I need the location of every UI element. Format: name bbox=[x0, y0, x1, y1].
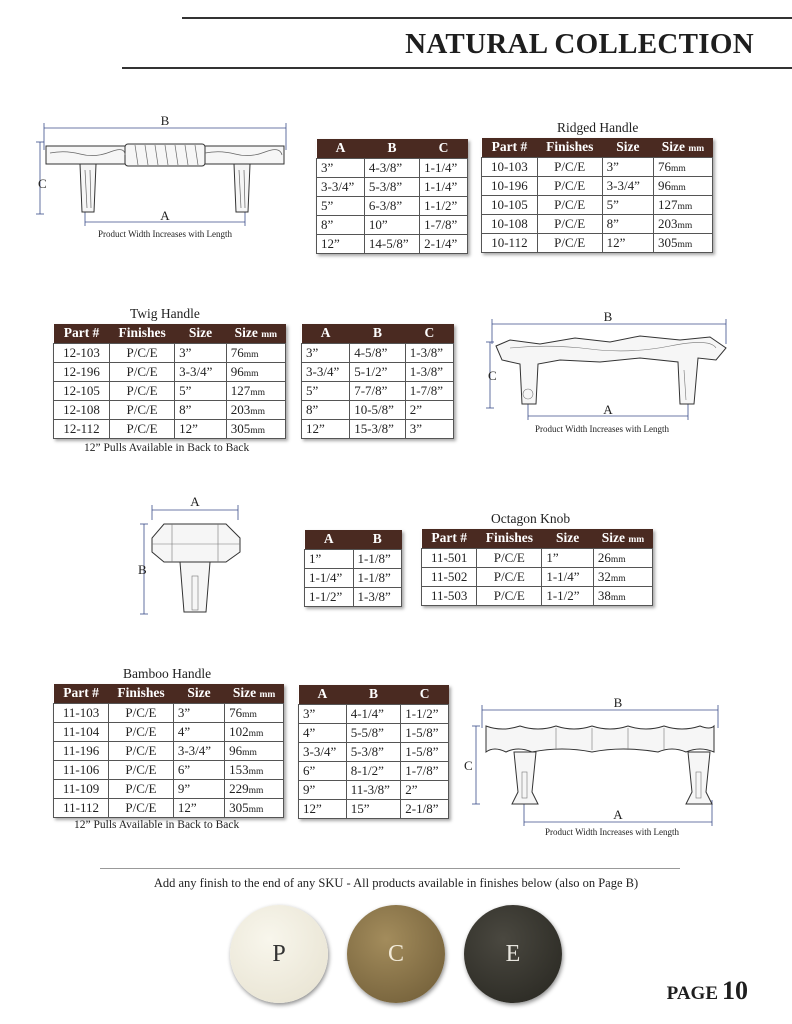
table-header-cell: Size bbox=[602, 138, 653, 157]
table-cell: P/C/E bbox=[109, 741, 174, 760]
text-label: mm bbox=[610, 573, 626, 584]
table-row bbox=[302, 419, 454, 438]
bamboo-dim-b: B bbox=[613, 695, 623, 710]
ridged-dim-c: C bbox=[38, 176, 47, 191]
finish-swatch-c bbox=[347, 905, 445, 1003]
table-header-cell: B bbox=[346, 685, 401, 704]
text-label: mm bbox=[242, 747, 257, 758]
table-cell: P/C/E bbox=[109, 798, 174, 817]
text-label: 96 bbox=[658, 177, 671, 193]
bamboo-dimension-table bbox=[298, 685, 449, 819]
text-label: 96 bbox=[229, 742, 243, 758]
twig-dim-note: Product Width Increases with Length bbox=[535, 424, 669, 434]
text-label: mm bbox=[250, 387, 266, 398]
table-cell: 11-109 bbox=[54, 779, 109, 798]
table-row bbox=[54, 362, 286, 381]
ridged-dimension-table bbox=[316, 139, 468, 254]
text-label: mm bbox=[688, 144, 705, 155]
twig-handle-diagram bbox=[480, 306, 740, 438]
table-cell bbox=[225, 798, 284, 817]
table-cell: 3” bbox=[302, 343, 350, 362]
text-label: 38 bbox=[597, 587, 611, 603]
text-label: mm bbox=[677, 201, 693, 212]
table-cell: 10-103 bbox=[482, 157, 538, 176]
octagon-dim-b: B bbox=[138, 562, 147, 577]
twig-caption: Twig Handle bbox=[130, 306, 200, 321]
table-row bbox=[299, 704, 449, 723]
table-cell: 12” bbox=[317, 234, 365, 253]
table-cell: 11-502 bbox=[422, 567, 477, 586]
table-header-row bbox=[305, 530, 402, 549]
table-cell: 1-7/8” bbox=[401, 761, 449, 780]
table-row bbox=[482, 214, 713, 233]
table-cell: P/C/E bbox=[537, 195, 602, 214]
table-cell: 12-108 bbox=[54, 400, 110, 419]
table-cell: 12” bbox=[175, 419, 227, 438]
finish-swatch-p bbox=[230, 905, 328, 1003]
table-header-cell: Size bbox=[175, 324, 227, 343]
table-cell: 5-3/8” bbox=[364, 177, 419, 196]
table-cell bbox=[225, 703, 284, 722]
page-title: NATURAL COLLECTION bbox=[405, 28, 754, 60]
table-cell: 7-7/8” bbox=[350, 381, 406, 400]
table-cell: 12” bbox=[602, 233, 653, 252]
table-cell: P/C/E bbox=[109, 703, 174, 722]
table-row bbox=[299, 742, 449, 761]
table-cell: 1-1/2” bbox=[542, 586, 594, 605]
table-cell: 10-108 bbox=[482, 214, 538, 233]
table-cell bbox=[654, 195, 713, 214]
table-row bbox=[302, 400, 454, 419]
table-row bbox=[302, 343, 454, 362]
table-header-cell bbox=[225, 684, 284, 703]
table-cell: 1-7/8” bbox=[405, 381, 453, 400]
table-cell: P/C/E bbox=[110, 419, 175, 438]
ridged-sku-table bbox=[481, 138, 713, 253]
text-label: Size bbox=[232, 685, 257, 701]
table-cell: 1-1/4” bbox=[305, 568, 354, 587]
table-cell: 10-5/8” bbox=[350, 400, 406, 419]
text-label: mm bbox=[610, 592, 626, 603]
table-cell: P/C/E bbox=[109, 760, 174, 779]
table-row bbox=[422, 567, 653, 586]
table-cell: 2-1/4” bbox=[420, 234, 468, 253]
table-cell: 5-5/8” bbox=[346, 723, 401, 742]
table-cell: 3” bbox=[175, 343, 227, 362]
page-number bbox=[667, 976, 748, 1006]
table-row bbox=[305, 587, 402, 606]
text-label: 305 bbox=[230, 420, 251, 436]
table-cell: 3-3/4” bbox=[317, 177, 365, 196]
finish-swatch-label: C bbox=[387, 940, 404, 967]
table-cell: 8” bbox=[602, 214, 653, 233]
text-label: PAGE bbox=[666, 983, 718, 1004]
table-row bbox=[299, 761, 449, 780]
table-cell bbox=[225, 722, 284, 741]
table-cell: 15” bbox=[346, 799, 401, 818]
table-cell: 2” bbox=[405, 400, 453, 419]
table-cell: 5” bbox=[602, 195, 653, 214]
text-label: 305 bbox=[229, 799, 249, 815]
text-label: mm bbox=[248, 804, 264, 815]
table-row bbox=[54, 703, 284, 722]
table-row bbox=[54, 779, 284, 798]
bamboo-dim-note: Product Width Increases with Length bbox=[545, 827, 679, 837]
table-cell: 1-1/8” bbox=[353, 568, 402, 587]
table-cell: 9” bbox=[173, 779, 224, 798]
table-header-cell: A bbox=[299, 685, 347, 704]
table-cell: 11-503 bbox=[422, 586, 477, 605]
table-header-cell bbox=[654, 138, 713, 157]
table-cell: 6-3/8” bbox=[364, 196, 419, 215]
table-row bbox=[305, 568, 402, 587]
table-cell: 12-105 bbox=[54, 381, 110, 400]
table-row bbox=[317, 215, 468, 234]
text-label: mm bbox=[243, 368, 259, 379]
table-row bbox=[422, 586, 653, 605]
table-cell bbox=[593, 567, 652, 586]
table-row bbox=[482, 176, 713, 195]
twig-note: 12” Pulls Available in Back to Back bbox=[84, 442, 250, 454]
table-cell: P/C/E bbox=[109, 779, 174, 798]
table-cell: 1-1/4” bbox=[542, 567, 594, 586]
ridged-dim-a: A bbox=[160, 208, 170, 223]
table-header-cell: Part # bbox=[482, 138, 538, 157]
table-header-row bbox=[299, 685, 449, 704]
table-cell: 4” bbox=[299, 723, 347, 742]
table-cell: 8” bbox=[317, 215, 365, 234]
table-cell: P/C/E bbox=[537, 233, 602, 252]
table-row bbox=[54, 343, 286, 362]
table-cell: 1-5/8” bbox=[401, 742, 449, 761]
table-cell bbox=[593, 548, 652, 567]
table-cell: 11-106 bbox=[54, 760, 109, 779]
table-cell bbox=[654, 157, 713, 176]
text-label: Size bbox=[234, 325, 258, 341]
table-cell bbox=[654, 233, 713, 252]
table-header-cell: Finishes bbox=[477, 529, 542, 548]
table-row bbox=[302, 381, 454, 400]
table-row bbox=[422, 548, 653, 567]
text-label: 127 bbox=[230, 382, 251, 398]
text-label: mm bbox=[628, 535, 645, 546]
table-cell bbox=[226, 343, 285, 362]
table-cell: 1-1/4” bbox=[420, 158, 468, 177]
text-label: Size bbox=[601, 530, 625, 546]
table-cell: 5” bbox=[317, 196, 365, 215]
octagon-sku-table bbox=[421, 529, 653, 606]
text-label: mm bbox=[261, 330, 278, 341]
table-cell: 11-3/8” bbox=[346, 780, 401, 799]
twig-dimension-table bbox=[301, 324, 454, 439]
table-cell: 6” bbox=[173, 760, 224, 779]
table-row bbox=[482, 233, 713, 252]
table-cell: 12” bbox=[302, 419, 350, 438]
table-row bbox=[482, 157, 713, 176]
table-cell: 1-1/2” bbox=[305, 587, 354, 606]
text-label: mm bbox=[250, 425, 266, 436]
table-cell: 3” bbox=[299, 704, 347, 723]
table-cell: 9” bbox=[299, 780, 347, 799]
text-label: mm bbox=[243, 349, 259, 360]
text-label: mm bbox=[610, 554, 626, 565]
table-cell bbox=[593, 586, 652, 605]
table-cell: 11-112 bbox=[54, 798, 109, 817]
table-cell: 1-7/8” bbox=[420, 215, 468, 234]
table-header-cell: B bbox=[353, 530, 402, 549]
text-label: 32 bbox=[597, 568, 611, 584]
table-cell: 1-1/8” bbox=[353, 549, 402, 568]
table-row bbox=[299, 780, 449, 799]
table-row bbox=[302, 362, 454, 381]
text-label: 26 bbox=[597, 549, 611, 565]
octagon-knob-diagram bbox=[132, 494, 252, 624]
table-cell: 5-1/2” bbox=[350, 362, 406, 381]
table-header-cell: Finishes bbox=[110, 324, 175, 343]
header-top-rule bbox=[182, 17, 792, 19]
table-row bbox=[317, 177, 468, 196]
bamboo-dim-c: C bbox=[464, 758, 473, 773]
ridged-dim-note: Product Width Increases with Length bbox=[98, 229, 232, 239]
table-header-cell: Finishes bbox=[109, 684, 174, 703]
table-header-cell: Size bbox=[173, 684, 224, 703]
table-cell: 5” bbox=[175, 381, 227, 400]
col-c: C bbox=[420, 139, 468, 158]
text-label: mm bbox=[242, 709, 257, 720]
text-label: 76 bbox=[230, 344, 244, 360]
table-cell: 8” bbox=[175, 400, 227, 419]
text-label: 229 bbox=[229, 780, 249, 796]
table-cell: 1” bbox=[542, 548, 594, 567]
header-bottom-rule bbox=[122, 67, 792, 69]
table-cell: 10-105 bbox=[482, 195, 538, 214]
table-cell: 1-1/2” bbox=[401, 704, 449, 723]
table-cell: 4-5/8” bbox=[350, 343, 406, 362]
octagon-caption: Octagon Knob bbox=[491, 511, 571, 526]
bamboo-sku-table bbox=[53, 684, 284, 818]
table-header-cell: A bbox=[305, 530, 354, 549]
text-label: 76 bbox=[229, 704, 243, 720]
bamboo-note: 12” Pulls Available in Back to Back bbox=[74, 819, 240, 831]
text-label: 127 bbox=[658, 196, 678, 212]
table-header-row bbox=[482, 138, 713, 157]
table-cell: 10” bbox=[364, 215, 419, 234]
twig-dim-a: A bbox=[603, 402, 613, 417]
table-header-cell: B bbox=[350, 324, 406, 343]
table-cell: 3-3/4” bbox=[302, 362, 350, 381]
text-label: 203 bbox=[230, 401, 251, 417]
table-cell: 2-1/8” bbox=[401, 799, 449, 818]
text-label: 96 bbox=[230, 363, 244, 379]
text-label: Size bbox=[661, 139, 686, 155]
table-header-cell: Finishes bbox=[537, 138, 602, 157]
finishes-note: Add any finish to the end of any SKU - All products available in finishes below (also on Page B) bbox=[153, 876, 639, 890]
table-cell: P/C/E bbox=[537, 214, 602, 233]
table-header-row bbox=[54, 684, 284, 703]
table-cell: 4” bbox=[173, 722, 224, 741]
table-row bbox=[299, 799, 449, 818]
text-label: mm bbox=[248, 728, 264, 739]
col-b: B bbox=[364, 139, 419, 158]
table-cell: 3-3/4” bbox=[175, 362, 227, 381]
octagon-dimension-table bbox=[304, 530, 402, 607]
table-header-cell: Part # bbox=[54, 324, 110, 343]
table-cell: P/C/E bbox=[109, 722, 174, 741]
text-label: mm bbox=[250, 406, 266, 417]
table-row bbox=[54, 381, 286, 400]
table-cell: 12” bbox=[299, 799, 347, 818]
finish-swatch-label: E bbox=[505, 940, 521, 967]
bamboo-handle-diagram bbox=[462, 692, 732, 840]
table-cell: P/C/E bbox=[477, 586, 542, 605]
table-cell: 2” bbox=[401, 780, 449, 799]
table-cell: 5” bbox=[302, 381, 350, 400]
table-cell: P/C/E bbox=[477, 567, 542, 586]
table-header-cell: C bbox=[405, 324, 453, 343]
finish-swatch-e bbox=[464, 905, 562, 1003]
table-row bbox=[54, 760, 284, 779]
text-label: mm bbox=[671, 182, 686, 193]
table-cell bbox=[225, 779, 284, 798]
table-header-row bbox=[422, 529, 653, 548]
table-cell: 10-112 bbox=[482, 233, 538, 252]
table-row bbox=[54, 798, 284, 817]
text-label: mm bbox=[248, 785, 264, 796]
twig-sku-table bbox=[53, 324, 286, 439]
table-row bbox=[54, 419, 286, 438]
table-header-cell: Part # bbox=[422, 529, 477, 548]
finish-swatch-label: P bbox=[272, 940, 286, 967]
table-cell: 3” bbox=[405, 419, 453, 438]
ridged-handle-diagram bbox=[30, 108, 300, 243]
table-row bbox=[317, 158, 468, 177]
table-header-row bbox=[317, 139, 468, 158]
table-cell: 4-1/4” bbox=[346, 704, 401, 723]
table-cell: 1-1/2” bbox=[420, 196, 468, 215]
table-cell: 1” bbox=[305, 549, 354, 568]
table-cell: 1-5/8” bbox=[401, 723, 449, 742]
table-cell: 6” bbox=[299, 761, 347, 780]
table-cell: 1-1/4” bbox=[420, 177, 468, 196]
table-cell: 15-3/8” bbox=[350, 419, 406, 438]
table-header-cell bbox=[226, 324, 285, 343]
table-cell: P/C/E bbox=[110, 381, 175, 400]
table-cell: 12-103 bbox=[54, 343, 110, 362]
table-cell: P/C/E bbox=[110, 400, 175, 419]
table-cell bbox=[225, 741, 284, 760]
text-label: 203 bbox=[658, 215, 678, 231]
table-cell: 3” bbox=[173, 703, 224, 722]
table-cell: 5-3/8” bbox=[346, 742, 401, 761]
table-cell: 1-3/8” bbox=[353, 587, 402, 606]
table-cell: 1-3/8” bbox=[405, 343, 453, 362]
table-cell: 12-196 bbox=[54, 362, 110, 381]
table-cell: 8-1/2” bbox=[346, 761, 401, 780]
table-cell: 11-103 bbox=[54, 703, 109, 722]
table-row bbox=[299, 723, 449, 742]
table-header-row bbox=[302, 324, 454, 343]
table-cell bbox=[226, 400, 285, 419]
bamboo-dim-a: A bbox=[613, 807, 623, 822]
bamboo-caption: Bamboo Handle bbox=[123, 666, 212, 681]
table-row bbox=[317, 196, 468, 215]
finishes-divider bbox=[100, 868, 680, 869]
twig-dim-b: B bbox=[603, 309, 613, 324]
table-cell: P/C/E bbox=[537, 176, 602, 195]
table-header-row bbox=[54, 324, 286, 343]
text-label: mm bbox=[259, 690, 276, 701]
text-label: mm bbox=[671, 163, 686, 174]
col-a: A bbox=[317, 139, 365, 158]
text-label: 153 bbox=[229, 761, 249, 777]
table-cell: 8” bbox=[302, 400, 350, 419]
table-cell bbox=[226, 381, 285, 400]
text-label: 76 bbox=[658, 158, 671, 174]
text-label: 305 bbox=[658, 234, 678, 250]
table-cell: 3-3/4” bbox=[173, 741, 224, 760]
table-header-cell: C bbox=[401, 685, 449, 704]
table-cell: P/C/E bbox=[537, 157, 602, 176]
table-header-cell bbox=[593, 529, 652, 548]
table-row bbox=[54, 722, 284, 741]
table-cell bbox=[226, 362, 285, 381]
table-cell: 3-3/4” bbox=[602, 176, 653, 195]
table-cell bbox=[225, 760, 284, 779]
table-header-cell: Size bbox=[542, 529, 594, 548]
table-row bbox=[54, 741, 284, 760]
ridged-caption: Ridged Handle bbox=[557, 120, 639, 135]
text-label: 10 bbox=[722, 976, 748, 1005]
table-cell bbox=[654, 176, 713, 195]
table-cell: 11-104 bbox=[54, 722, 109, 741]
table-cell: 3-3/4” bbox=[299, 742, 347, 761]
table-cell: 10-196 bbox=[482, 176, 538, 195]
table-cell: 3” bbox=[317, 158, 365, 177]
table-cell: 1-3/8” bbox=[405, 362, 453, 381]
octagon-dim-a: A bbox=[190, 494, 200, 509]
table-cell: 12” bbox=[173, 798, 224, 817]
text-label: 102 bbox=[229, 723, 249, 739]
table-row bbox=[54, 400, 286, 419]
twig-dim-c: C bbox=[488, 368, 497, 383]
table-cell: 11-501 bbox=[422, 548, 477, 567]
table-cell: 14-5/8” bbox=[364, 234, 419, 253]
ridged-dim-b: B bbox=[160, 113, 170, 128]
table-cell: P/C/E bbox=[110, 343, 175, 362]
table-row bbox=[482, 195, 713, 214]
table-row bbox=[305, 549, 402, 568]
table-cell bbox=[226, 419, 285, 438]
text-label: mm bbox=[248, 766, 264, 777]
table-row bbox=[317, 234, 468, 253]
table-cell: 4-3/8” bbox=[364, 158, 419, 177]
table-cell: 11-196 bbox=[54, 741, 109, 760]
table-cell: P/C/E bbox=[477, 548, 542, 567]
table-cell: 3” bbox=[602, 157, 653, 176]
table-header-cell: Part # bbox=[54, 684, 109, 703]
table-cell bbox=[654, 214, 713, 233]
table-cell: P/C/E bbox=[110, 362, 175, 381]
table-cell: 12-112 bbox=[54, 419, 110, 438]
table-header-cell: A bbox=[302, 324, 350, 343]
text-label: mm bbox=[677, 220, 693, 231]
text-label: mm bbox=[677, 239, 693, 250]
